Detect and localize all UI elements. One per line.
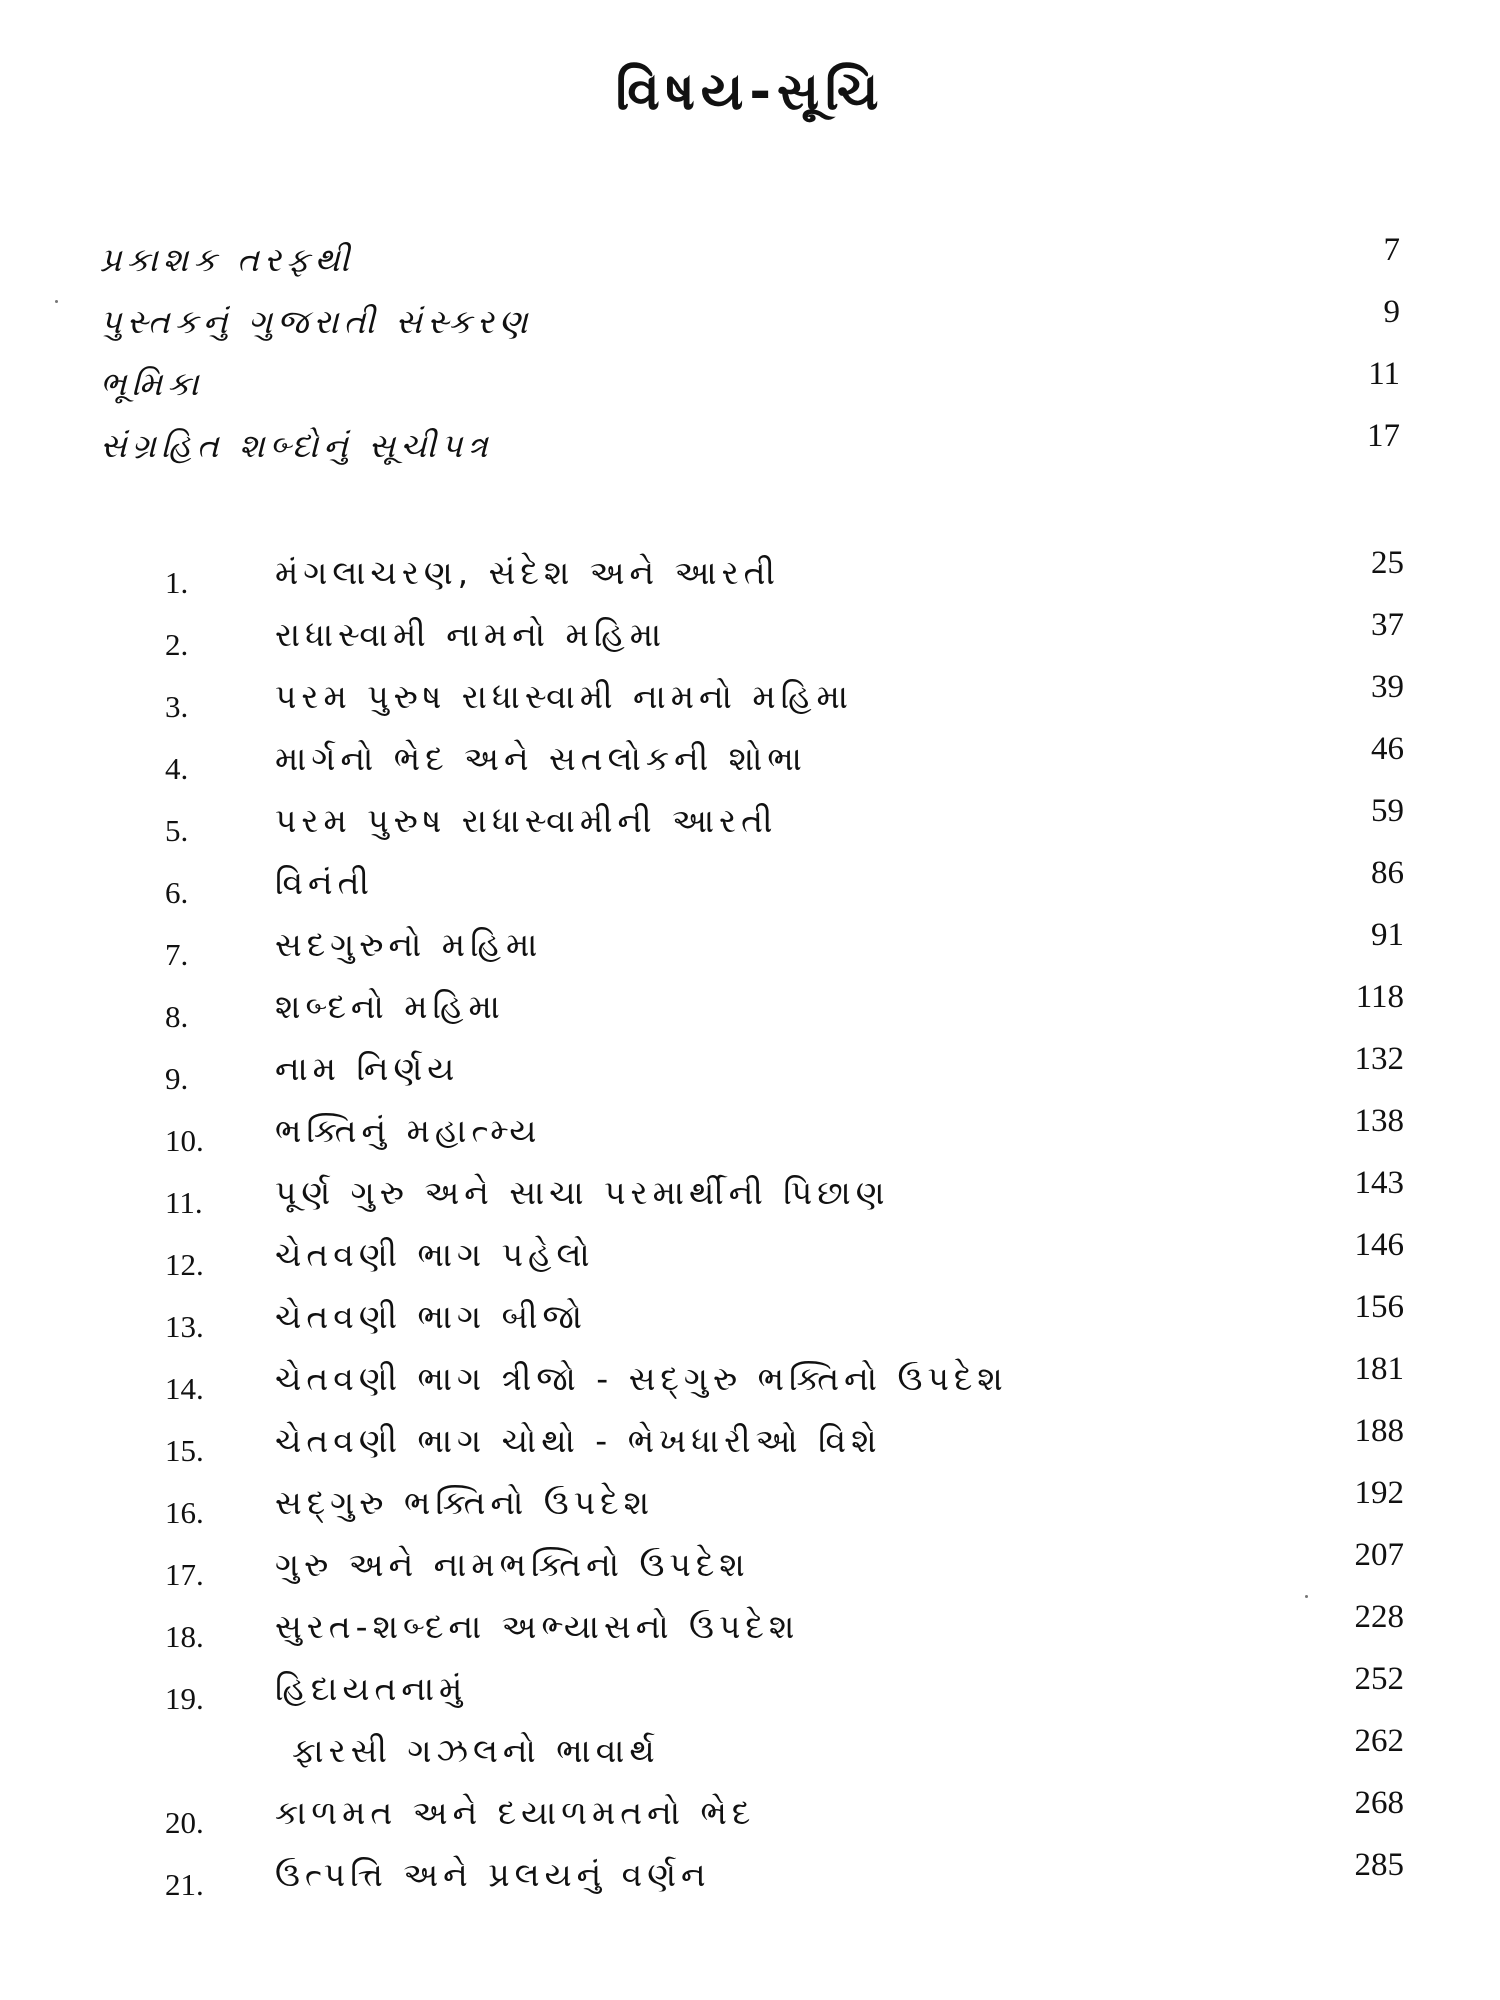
chapter-number: 7. [165, 937, 189, 972]
entry-title: ગુરુ અને નામભક્તિનો ઉપદેશ [275, 1545, 750, 1584]
chapter-item [0, 1351, 1500, 1413]
page-number: 46 [1371, 731, 1404, 767]
entry-title: પરમ પુરુષ રાધાસ્વામી નામનો મહિમા [275, 677, 853, 716]
entry-title: ચેતવણી ભાગ બીજો [275, 1297, 588, 1336]
chapter-number: 9. [165, 1061, 189, 1096]
page-number: 188 [1354, 1413, 1404, 1449]
page-number: 91 [1371, 917, 1404, 953]
entry-title: ભક્તિનું મહાત્મ્ય [275, 1111, 542, 1150]
chapter-number: 6. [165, 875, 189, 910]
chapter-number: 18. [165, 1619, 204, 1654]
chapter-number: 12. [165, 1247, 204, 1282]
chapter-item [0, 1413, 1500, 1475]
page-number: 192 [1354, 1475, 1404, 1511]
chapter-item [0, 793, 1500, 855]
chapter-item [0, 1103, 1500, 1165]
chapter-number: 10. [165, 1123, 204, 1158]
chapter-number: 11. [165, 1185, 203, 1220]
entry-title: વિનંતી [275, 863, 374, 902]
chapter-item [0, 979, 1500, 1041]
entry-title: પૂર્ણ ગુરુ અને સાચા પરમાર્થીની પિછાણ [275, 1173, 890, 1212]
chapter-number: 20. [165, 1805, 204, 1840]
entry-title: ફારસી ગઝલનો ભાવાર્થ [292, 1731, 660, 1770]
entry-title: ચેતવણી ભાગ ત્રીજો - સદ્ગુરુ ભક્તિનો ઉપદેશ [275, 1359, 1008, 1398]
chapter-list [0, 545, 1500, 1909]
chapter-item [0, 1475, 1500, 1537]
page-number: 285 [1354, 1847, 1404, 1883]
entry-title: મંગલાચરણ, સંદેશ અને આરતી [275, 553, 780, 592]
page-number: 39 [1371, 669, 1404, 705]
chapter-number: 14. [165, 1371, 204, 1406]
front-matter-item [0, 294, 1500, 356]
chapter-number: 15. [165, 1433, 204, 1468]
entry-title: સદગુરુનો મહિમા [275, 925, 543, 964]
chapter-item [0, 1847, 1500, 1909]
page-number: 146 [1354, 1227, 1404, 1263]
chapter-number: 5. [165, 813, 189, 848]
chapter-number: 3. [165, 689, 189, 724]
entry-title: ભૂમિકા [100, 364, 204, 403]
chapter-item [0, 607, 1500, 669]
page-number: 262 [1354, 1723, 1404, 1759]
entry-title: સંગ્રહિત શબ્દોનું સૂચીપત્ર [100, 426, 493, 465]
chapter-item [0, 1661, 1500, 1723]
chapter-number: 16. [165, 1495, 204, 1530]
chapter-number: 13. [165, 1309, 204, 1344]
front-matter-item [0, 232, 1500, 294]
chapter-item [0, 1785, 1500, 1847]
chapter-number: 1. [165, 565, 189, 600]
print-speck [55, 300, 58, 303]
chapter-number: 17. [165, 1557, 204, 1592]
front-matter-item [0, 356, 1500, 418]
page-number: 143 [1354, 1165, 1404, 1201]
entry-title: નામ નિર્ણય [275, 1049, 460, 1088]
page-number: 207 [1354, 1537, 1404, 1573]
chapter-number: 21. [165, 1867, 204, 1902]
chapter-item [0, 1041, 1500, 1103]
page-number: 132 [1354, 1041, 1404, 1077]
chapter-item [0, 1723, 1500, 1785]
chapter-item [0, 545, 1500, 607]
page-number: 228 [1354, 1599, 1404, 1635]
page-number: 138 [1354, 1103, 1404, 1139]
page-number: 156 [1354, 1289, 1404, 1325]
entry-title: ઉત્પત્તિ અને પ્રલયનું વર્ણન [275, 1855, 711, 1894]
page-number: 268 [1354, 1785, 1404, 1821]
entry-title: પ્રકાશક તરફથી [100, 240, 355, 279]
front-matter-item [0, 418, 1500, 480]
page-number: 9 [1383, 294, 1400, 330]
page-number: 11 [1368, 356, 1400, 392]
entry-title: સુરત-શબ્દના અભ્યાસનો ઉપદેશ [275, 1607, 800, 1646]
entry-title: પુસ્તકનું ગુજરાતી સંસ્કરણ [100, 302, 533, 341]
chapter-item [0, 1289, 1500, 1351]
page-number: 37 [1371, 607, 1404, 643]
page-number: 7 [1383, 232, 1400, 268]
chapter-item [0, 1537, 1500, 1599]
print-speck [1305, 1595, 1308, 1598]
chapter-item [0, 731, 1500, 793]
chapter-item [0, 1227, 1500, 1289]
chapter-number: 4. [165, 751, 189, 786]
entry-title: માર્ગનો ભેદ અને સતલોકની શોભા [275, 739, 807, 778]
page-number: 252 [1354, 1661, 1404, 1697]
page-number: 118 [1355, 979, 1404, 1015]
page-title: વિષય-સૂચિ [615, 62, 885, 122]
page-number: 59 [1371, 793, 1404, 829]
entry-title: પરમ પુરુષ રાધાસ્વામીની આરતી [275, 801, 778, 840]
entry-title: ચેતવણી ભાગ પહેલો [275, 1235, 595, 1274]
front-matter-list [0, 232, 1500, 480]
entry-title: હિદાયતનામું [275, 1669, 468, 1708]
chapter-item [0, 1165, 1500, 1227]
chapter-item [0, 917, 1500, 979]
entry-title: શબ્દનો મહિમા [275, 987, 505, 1026]
chapter-number: 2. [165, 627, 189, 662]
entry-title: ચેતવણી ભાગ ચોથો - ભેખધારીઓ વિશે [275, 1421, 882, 1460]
page-number: 25 [1371, 545, 1404, 581]
page-number: 86 [1371, 855, 1404, 891]
page-number: 17 [1367, 418, 1400, 454]
page-number: 181 [1354, 1351, 1404, 1387]
chapter-item [0, 669, 1500, 731]
chapter-number: 19. [165, 1681, 204, 1716]
chapter-item [0, 1599, 1500, 1661]
entry-title: સદ્ગુરુ ભક્તિનો ઉપદેશ [275, 1483, 655, 1522]
chapter-number: 8. [165, 999, 189, 1034]
chapter-item [0, 855, 1500, 917]
entry-title: રાધાસ્વામી નામનો મહિમા [275, 615, 667, 654]
entry-title: કાળમત અને દયાળમતનો ભેદ [275, 1793, 756, 1832]
